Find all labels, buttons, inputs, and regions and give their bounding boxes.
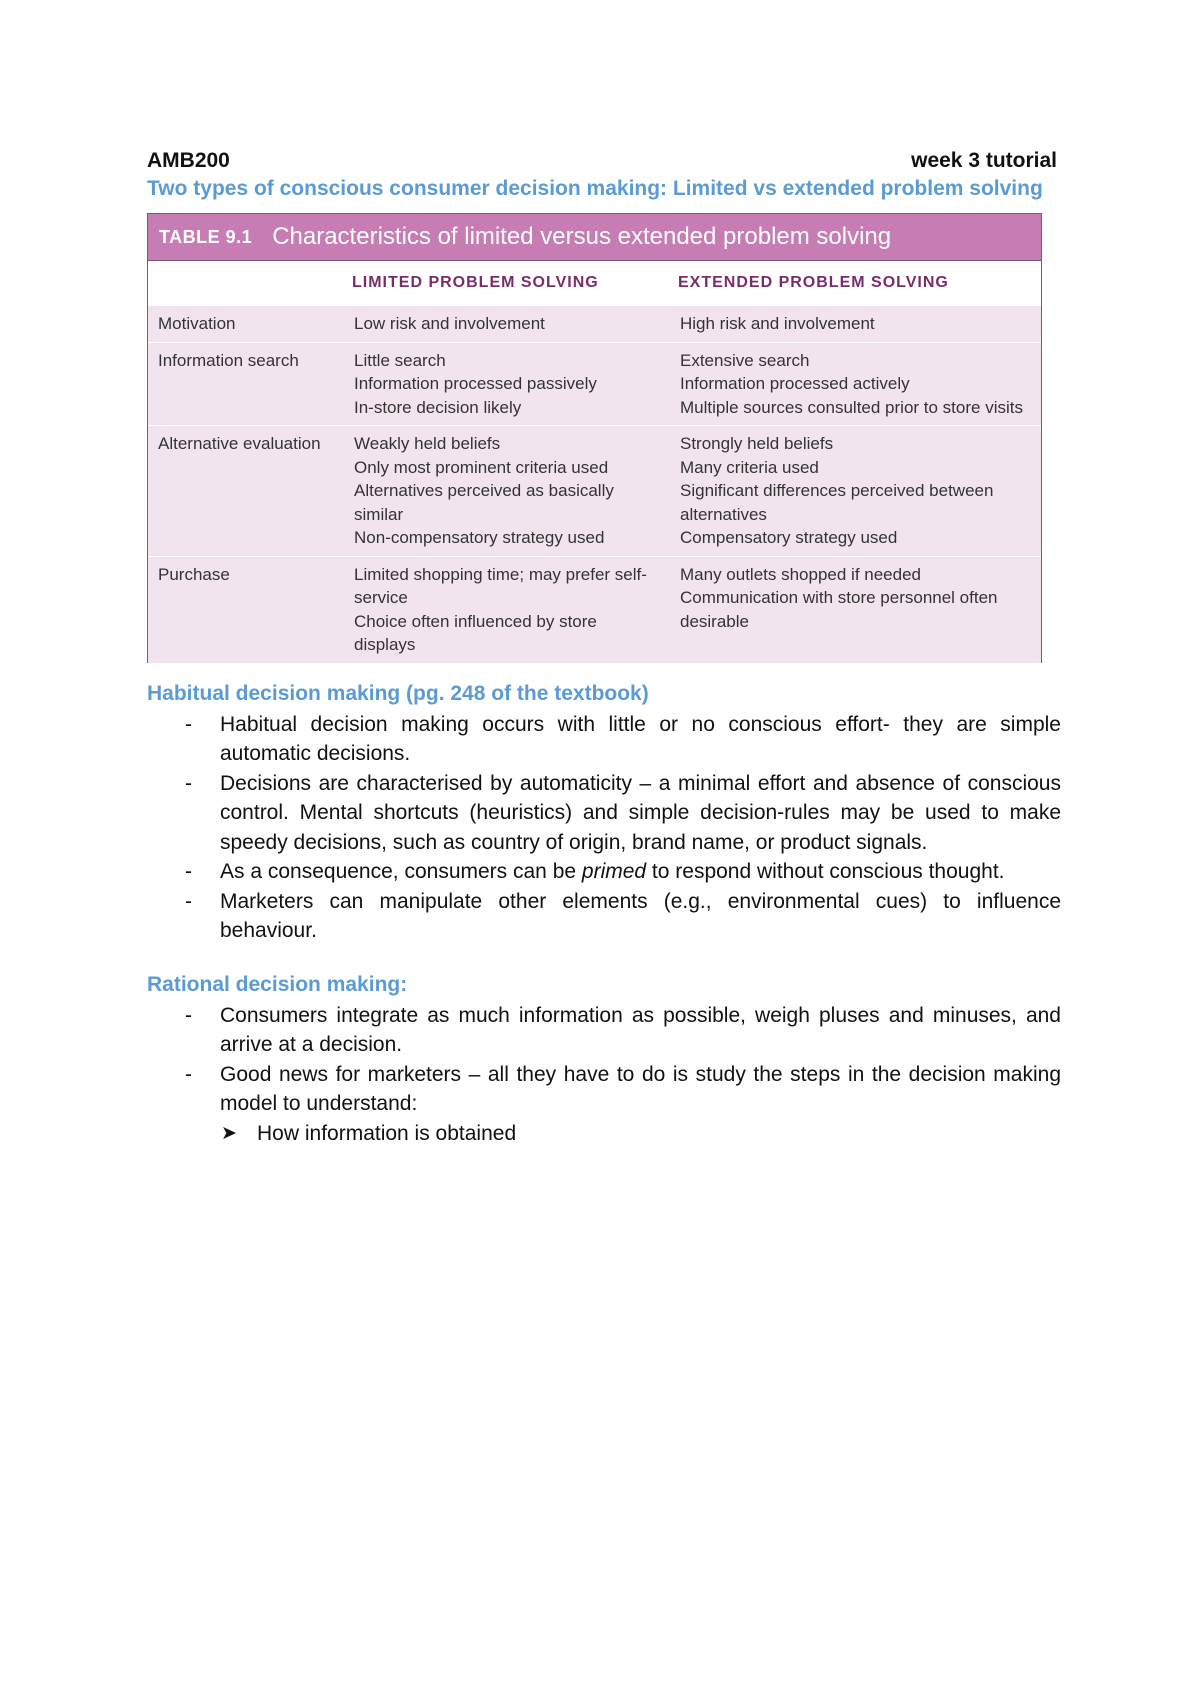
table-row [148, 556, 1041, 663]
limited-cell [344, 556, 670, 663]
row-label: Information search [148, 342, 344, 426]
list-item: - Good news for marketers – all they have to do is study the steps in the decision making model to understand: [147, 1060, 1061, 1119]
rational-list [147, 1001, 1061, 1119]
rational-heading: Rational decision making: [147, 972, 408, 996]
italic-term: primed [581, 860, 647, 883]
extended-cell [670, 342, 1041, 426]
table-header-row [148, 261, 1041, 306]
course-code: AMB200 [147, 149, 230, 172]
cell-line: Choice often influenced by store displays [354, 611, 597, 654]
cell-line: Significant differences perceived between alternatives [680, 481, 994, 524]
document-page [147, 148, 1061, 1148]
cell-line: Non-compensatory strategy used [354, 528, 605, 547]
row-label: Motivation [148, 306, 344, 343]
cell-line: Only most prominent criteria used [354, 457, 609, 477]
list-item: - Consumers integrate as much information as possible, weigh pluses and minuses, and arrive at a decision. [147, 1001, 1061, 1060]
table-body [148, 306, 1041, 663]
extended-cell [670, 556, 1041, 663]
cell-line: Information processed actively [680, 374, 910, 393]
cell-line: In-store decision likely [354, 397, 522, 417]
cell-line: Many outlets shopped if needed [680, 564, 922, 584]
limited-cell [344, 306, 670, 343]
comparison-grid [148, 261, 1041, 663]
cell-line: Limited shopping time; may prefer self-service [354, 564, 647, 607]
cell-line: Extensive search [680, 350, 810, 370]
row-label: Purchase [148, 556, 344, 663]
cell-line: Communication with store personnel often desirable [680, 588, 998, 631]
row-label: Alternative evaluation [148, 426, 344, 557]
cell-line: Alternatives perceived as basically similar [354, 481, 614, 524]
subtitle-heading: Two types of conscious consumer decision making: Limited vs extended problem solving [147, 177, 1043, 200]
text-run: As a consequence, consumers can be [220, 860, 582, 883]
list-item: - Habitual decision making occurs with little or no conscious effort- they are simple automatic decisions. [147, 710, 1061, 769]
sub-list-item-text: How information is obtained [257, 1121, 517, 1145]
column-header: LIMITED PROBLEM SOLVING [344, 261, 670, 306]
table-title-bar [148, 214, 1041, 261]
table-row [148, 342, 1041, 426]
week-label: week 3 tutorial [911, 149, 1057, 172]
cell-line: Many criteria used [680, 457, 819, 477]
column-header [148, 261, 344, 306]
limited-cell [344, 342, 670, 426]
list-item: - Decisions are characterised by automaticity – a minimal effort and absence of conscious control. Mental shortcuts (heuristics) and simple decision-rules may be used to make speedy decisions, such as country of origin, brand name, or product signals. [147, 769, 1061, 858]
habitual-list [147, 710, 1061, 946]
text-run: to respond without conscious thought. [646, 860, 1005, 883]
table-title: Characteristics of limited versus extended problem solving [272, 223, 892, 250]
arrow-bullet-icon: ➤ [221, 1122, 237, 1144]
column-header: EXTENDED PROBLEM SOLVING [670, 261, 1041, 306]
cell-line: Strongly held beliefs [680, 434, 834, 453]
limited-cell [344, 426, 670, 557]
habitual-heading: Habitual decision making (pg. 248 of the textbook) [147, 681, 649, 705]
cell-line: Low risk and involvement [354, 314, 545, 333]
sub-list-item [147, 1119, 1061, 1149]
cell-line: Weakly held beliefs [354, 434, 501, 453]
list-item [147, 857, 1061, 887]
comparison-table [147, 213, 1042, 663]
table-number: TABLE 9.1 [159, 226, 253, 247]
page-header [147, 148, 1057, 174]
cell-line: Multiple sources consulted prior to store visits [680, 397, 1023, 417]
extended-cell [670, 426, 1041, 557]
cell-line: Information processed passively [354, 374, 597, 393]
cell-line: High risk and involvement [680, 314, 875, 333]
table-row [148, 426, 1041, 557]
cell-line: Compensatory strategy used [680, 528, 898, 547]
list-item: - Marketers can manipulate other elements (e.g., environmental cues) to influence behaviour. [147, 887, 1061, 946]
table-row [148, 306, 1041, 343]
extended-cell [670, 306, 1041, 343]
cell-line: Little search [354, 350, 446, 370]
